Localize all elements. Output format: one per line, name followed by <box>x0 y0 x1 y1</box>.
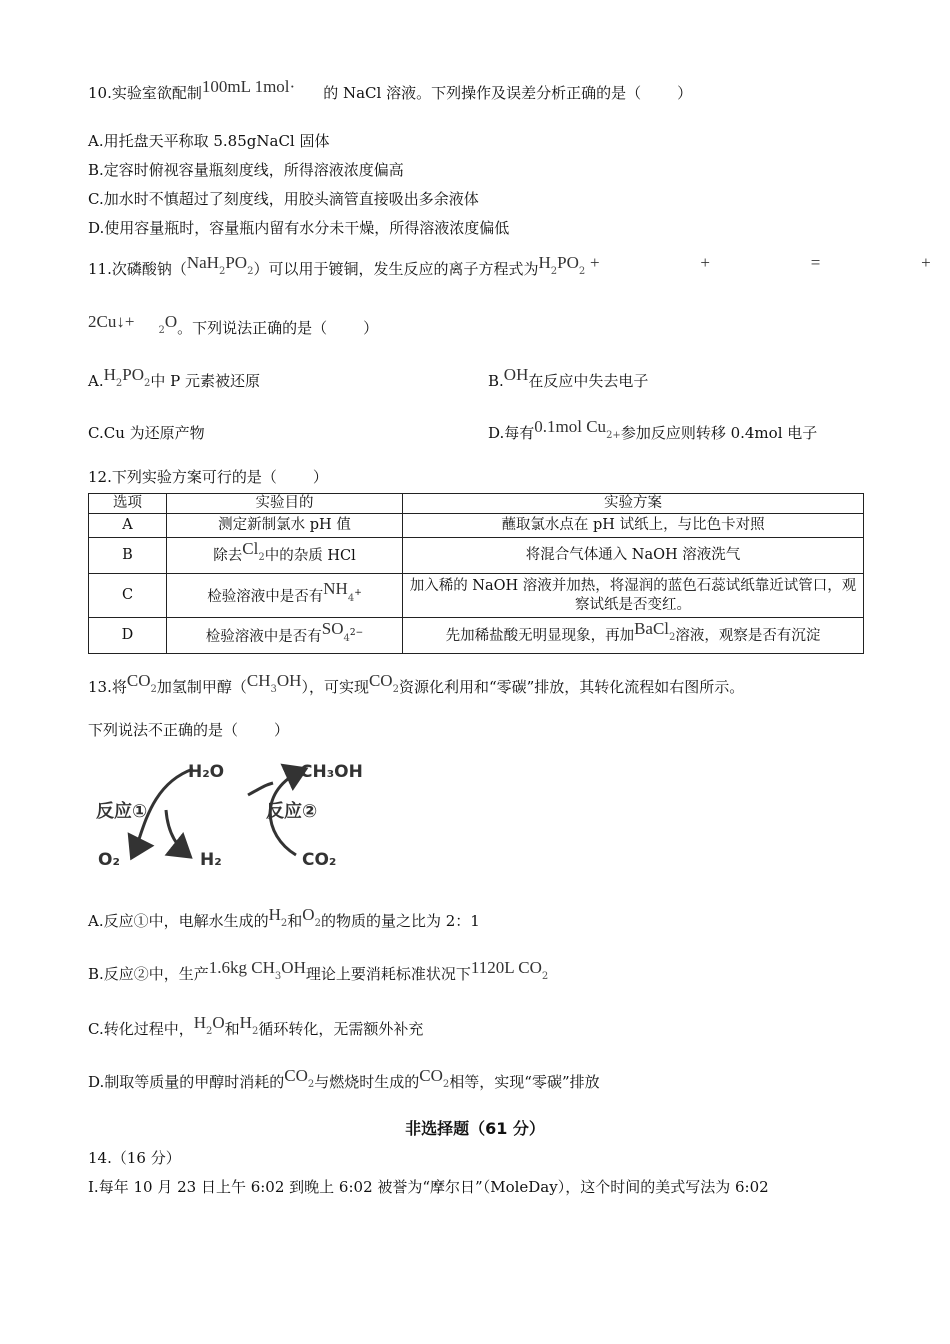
table-header-row <box>89 494 864 514</box>
q13-option-b: B.反应②中，生产1.6kg CH3OH理论上要消耗标准状况下1120L CO2 <box>88 958 549 983</box>
reaction1-arrow-h2 <box>166 810 188 855</box>
table-row: C 检验溶液中是否有NH4+ 加入稀的 NaOH 溶液并加热，将湿润的蓝色石蕊试纸靠近试管口，观察试纸是否变红。 <box>89 574 864 618</box>
q10-option-c: C.加水时不慎超过了刻度线，用胶头滴管直接吸出多余液体 <box>88 190 479 208</box>
q10-option-d: D.使用容量瓶时，容量瓶内留有水分未干燥，所得溶液浓度偏低 <box>88 219 510 237</box>
q13-option-c: C.转化过程中，H2O和H2循环转化，无需额外补充 <box>88 1013 424 1038</box>
header-option: 选项 <box>89 494 167 514</box>
q13-stem-line2: 下列说法不正确的是（ ） <box>88 721 290 739</box>
q11-option-a: A.H2PO2中 P 元素被还原 <box>88 365 261 390</box>
q12-stem: 12.下列实验方案可行的是（ ） <box>88 468 328 486</box>
label-co2: CO₂ <box>302 850 337 870</box>
q12-table <box>88 493 864 654</box>
reaction2-arrow-h2o <box>248 783 273 795</box>
header-purpose: 实验目的 <box>167 494 403 514</box>
q11-option-b: B.OH在反应中失去电子 <box>488 365 649 390</box>
header-plan: 实验方案 <box>403 494 864 514</box>
q11-option-c: C.Cu 为还原产物 <box>88 424 205 442</box>
q10-stem: 10.实验室欲配制100mL 1mol· 的 NaCl 溶液。下列操作及误差分析正确的是（ ） <box>88 77 693 102</box>
table-row: B 除去Cl2中的杂质 HCl 将混合气体通入 NaOH 溶液洗气 <box>89 538 864 574</box>
table-row: A 测定新制氯水 pH 值 蘸取氯水点在 pH 试纸上，与比色卡对照 <box>89 514 864 538</box>
q10-option-a: A.用托盘天平称取 5.85gNaCl 固体 <box>88 132 330 150</box>
q14-text: Ⅰ.每年 10 月 23 日上午 6:02 到晚上 6:02 被誉为“摩尔日”（MoleDay），这个时间的美式写法为 6:02 <box>88 1178 769 1196</box>
q11-stem: 11.次磷酸钠（NaH2PO2）可以用于镀铜，发生反应的离子方程式为H2PO2 + + = + <box>88 253 931 278</box>
label-h2: H₂ <box>200 850 222 870</box>
q11-stem-line2: 2Cu↓+ 2O。下列说法正确的是（ ） <box>88 312 379 337</box>
table-row: D 检验溶液中是否有$SO4^{2-}$ 先加稀盐酸无明显现象，再加BaCl2溶液，观察是否有沉淀 <box>89 618 864 654</box>
section-title: 非选择题（61 分） <box>405 1119 545 1138</box>
conversion-flow-diagram <box>88 755 388 885</box>
label-o2: O₂ <box>98 850 120 870</box>
q11-option-d: D.每有0.1mol Cu2+参加反应则转移 0.4mol 电子 <box>488 417 818 442</box>
label-reaction2: 反应② <box>266 801 318 822</box>
label-h2o: H₂O <box>188 762 225 782</box>
q13-option-d: D.制取等质量的甲醇时消耗的CO2与燃烧时生成的CO2相等，实现“零碳”排放 <box>88 1066 600 1091</box>
label-ch3oh: CH₃OH <box>300 762 363 782</box>
label-reaction1: 反应① <box>96 801 148 822</box>
q10-option-b: B.定容时俯视容量瓶刻度线，所得溶液浓度偏高 <box>88 161 404 179</box>
q13-option-a: A.反应①中，电解水生成的H2和O2的物质的量之比为 2：1 <box>88 905 480 930</box>
q13-stem: 13.将CO2加氢制甲醇（CH3OH），可实现CO2资源化利用和“零碳”排放，其转化流程如右图所示。 <box>88 671 745 696</box>
q14-head: 14.（16 分） <box>88 1149 181 1167</box>
